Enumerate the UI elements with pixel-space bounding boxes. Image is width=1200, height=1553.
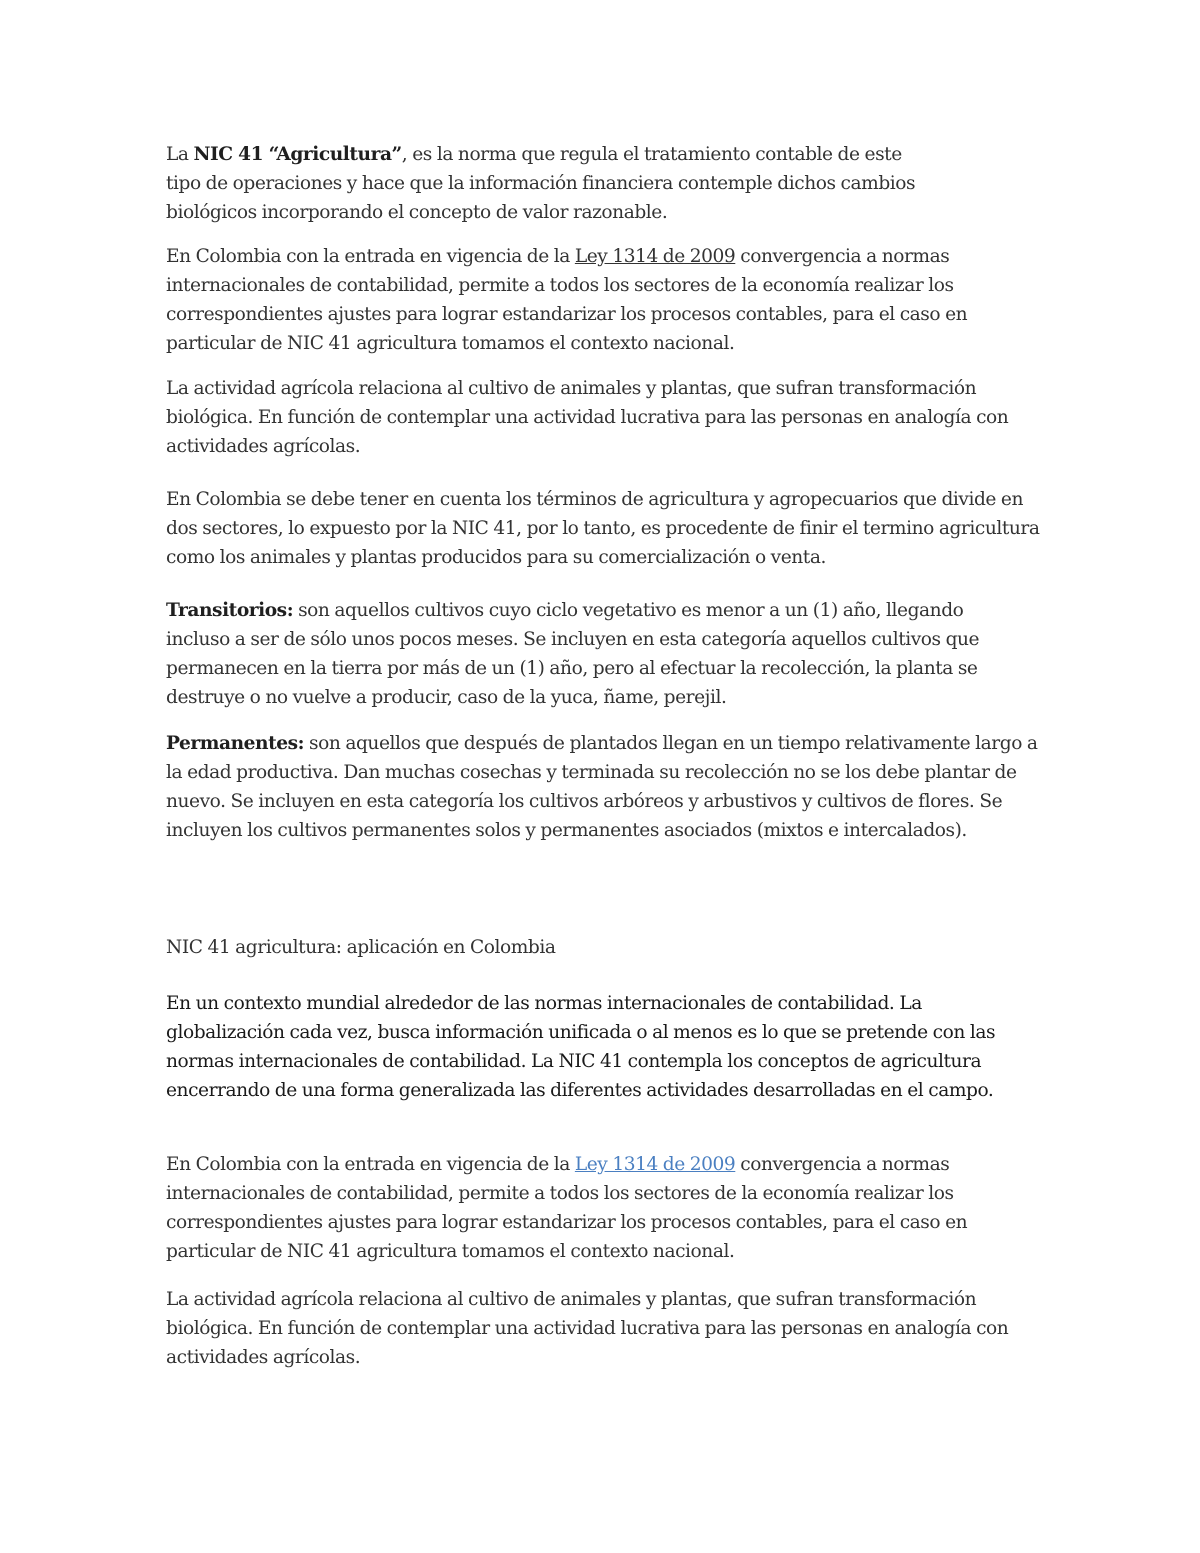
paragraph-actividad-agricola-2: La actividad agrícola relaciona al cultivo de animales y plantas, que sufran transformación biológica. En función de contemplar una actividad lucrativa para las personas en analogía con actividades agrícolas.	[166, 1289, 1009, 1368]
text: En Colombia con la entrada en vigencia de la	[166, 1154, 575, 1175]
ley-1314-link-2[interactable]: Ley 1314 de 2009	[574, 1154, 736, 1175]
text: , es la norma que regula el tratamiento contable de este	[401, 144, 902, 165]
paragraph-colombia-ley-2	[166, 1150, 1026, 1266]
paragraph-actividad-agricola: La actividad agrícola relaciona al cultivo de animales y plantas, que sufran transformación biológica. En función de contemplar una actividad lucrativa para las personas en analogía con actividades agrícolas.	[166, 378, 1009, 457]
section-heading: NIC 41 agricultura: aplicación en Colombia	[166, 937, 556, 958]
paragraph-terminos: En Colombia se debe tener en cuenta los términos de agricultura y agropecuarios que divide en dos sectores, lo expuesto por la NIC 41, por lo tanto, es procedente de finir el termino agricultura como los animales y plantas producidos para su comercialización o venta.	[166, 489, 1040, 568]
term-transitorios: Transitorios:	[166, 600, 294, 621]
paragraph-colombia-ley	[166, 242, 1026, 358]
bold-term-nic41: NIC 41 “Agricultura”	[193, 144, 402, 165]
text: son aquellos cultivos cuyo ciclo vegetativo es menor a un (1) año, llegando incluso a ser de sólo unos pocos meses. Se incluyen en esta categoría aquellos cultivos que permanecen en la tierra por más de un (1) año, pero al efectuar la recolección, la planta se destruye o no vuelve a producir, caso de la yuca, ñame, perejil.	[166, 600, 980, 708]
paragraph-contexto-mundial: En un contexto mundial alrededor de las normas internacionales de contabilidad. La globalización cada vez, busca información unificada o al menos es lo que se pretende con las normas internacionales de contabilidad. La NIC 41 contempla los conceptos de agricultura encerrando de una forma generalizada las diferentes actividades desarrolladas en el campo.	[166, 993, 996, 1101]
text: son aquellos que después de plantados llegan en un tiempo relativamente largo a la edad productiva. Dan muchas cosechas y terminada su recolección no se los debe plantar de nuevo. Se incluyen en esta categoría los cultivos arbóreos y arbustivos y cultivos de flores. Se incluyen los cultivos permanentes solos y permanentes asociados (mixtos e intercalados).	[166, 733, 1038, 841]
term-permanentes: Permanentes:	[166, 733, 305, 754]
text: convergencia a normas internacionales de contabilidad, permite a todos los sectores de la economía realizar los correspondientes ajustes para lograr estandarizar los procesos contables, para el caso en particular de NIC 41 agricultura tomamos el contexto nacional.	[166, 246, 968, 354]
ley-1314-link[interactable]: Ley 1314 de 2009	[574, 246, 736, 267]
text: tipo de operaciones y hace que la información financiera contemple dichos cambios	[166, 173, 916, 194]
text: La	[166, 144, 194, 165]
text: En Colombia con la entrada en vigencia de la	[166, 246, 575, 267]
paragraph-transitorios	[166, 596, 1031, 712]
text: biológicos incorporando el concepto de valor razonable.	[166, 202, 668, 223]
paragraph-nic41-intro	[166, 140, 1046, 227]
paragraph-permanentes	[166, 729, 1046, 845]
text: convergencia a normas internacionales de contabilidad, permite a todos los sectores de la economía realizar los correspondientes ajustes para lograr estandarizar los procesos contables, para el caso en particular de NIC 41 agricultura tomamos el contexto nacional.	[166, 1154, 968, 1262]
